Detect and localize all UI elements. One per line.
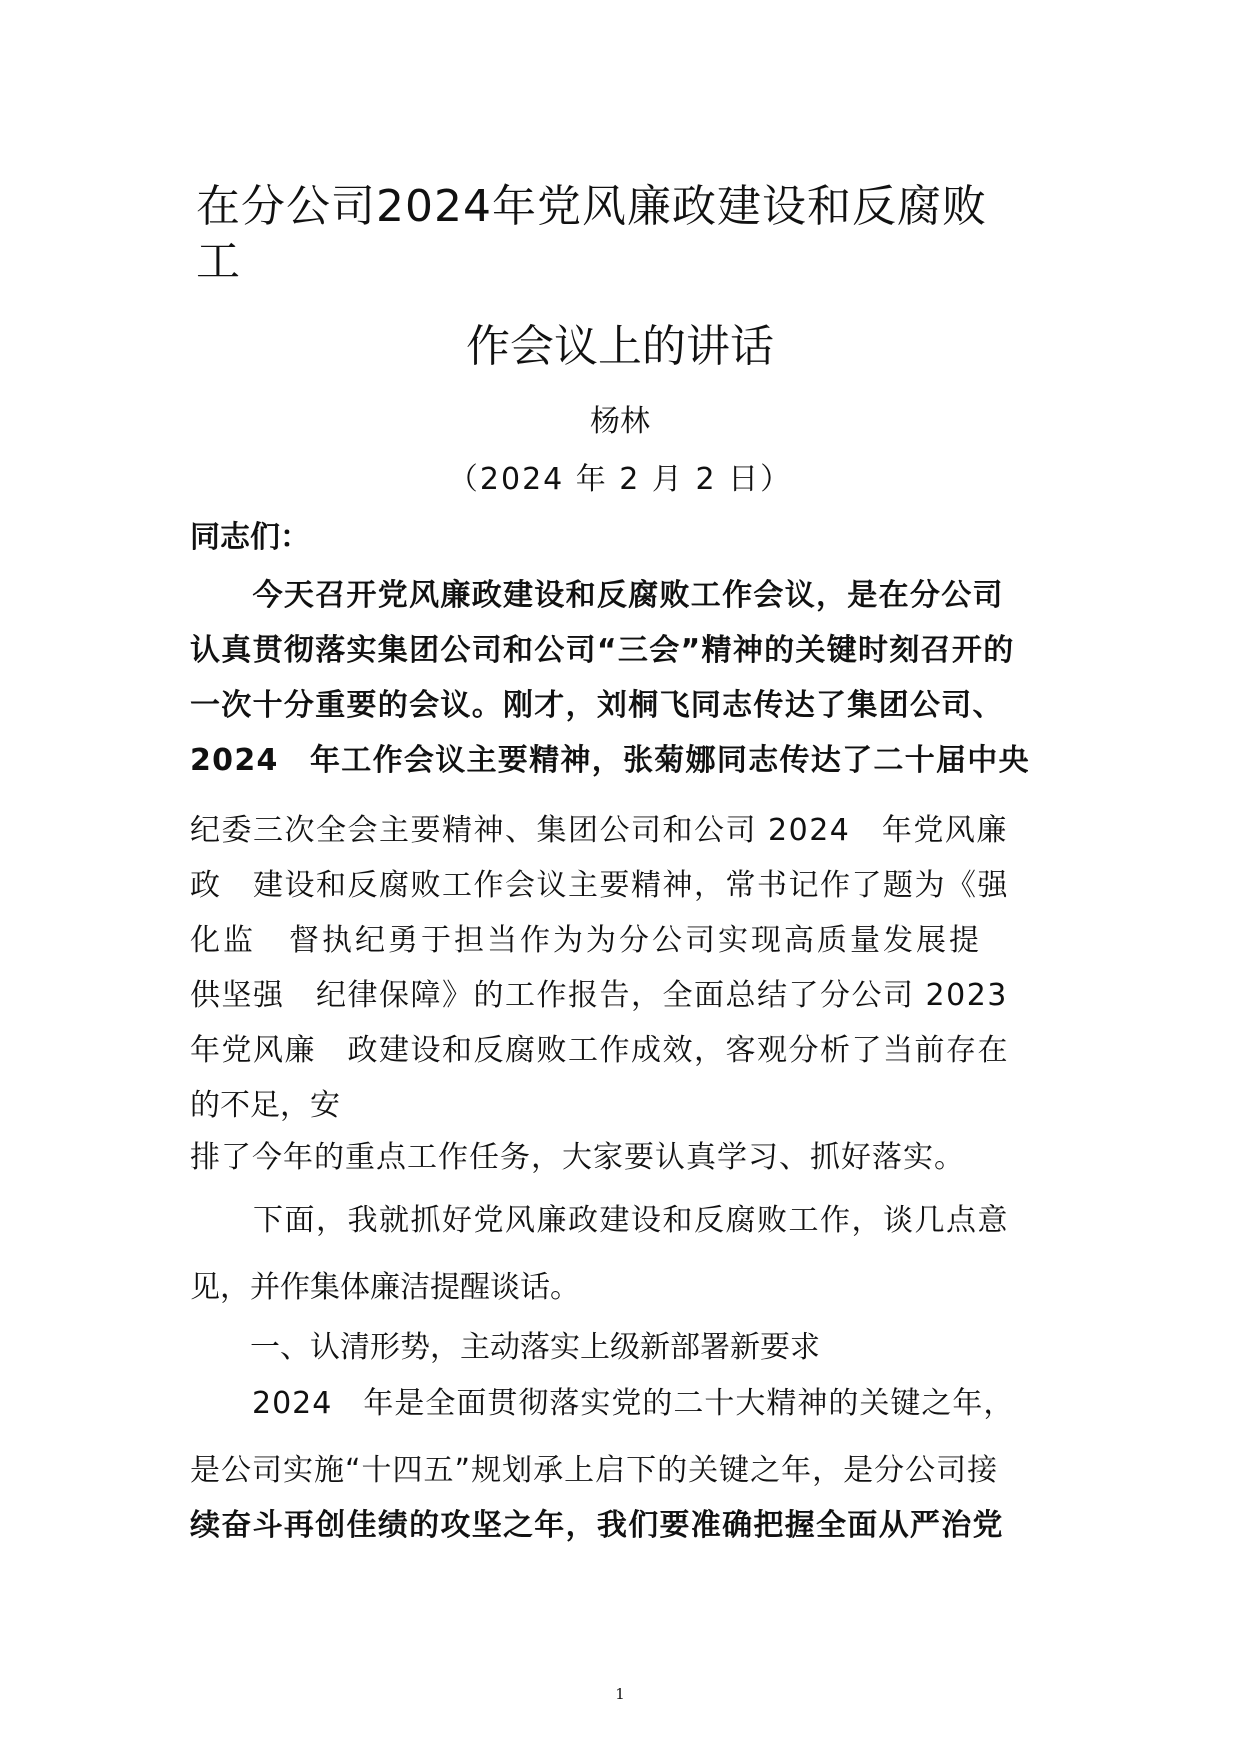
document-title-line-2: 作会议上的讲话 xyxy=(466,321,774,372)
body-line-12: 下面，我就抓好党风廉政建设和反腐败工作，谈几点意 xyxy=(190,1203,1009,1238)
body-line-17: 续奋斗再创佳绩的攻坚之年，我们要准确把握全面从严治党 xyxy=(190,1508,1004,1543)
speech-date: （2024 年 2 月 2 日） xyxy=(447,462,793,497)
body-line-2: 认真贯彻落实集团公司和公司“三会”精神的关键时刻召开的 xyxy=(190,633,1015,668)
body-line-4: 2024 年工作会议主要精神，张菊娜同志传达了二十届中央 xyxy=(190,743,1030,778)
body-line-14: 一、认清形势，主动落实上级新部署新要求 xyxy=(190,1330,820,1365)
body-line-15: 2024 年是全面贯彻落实党的二十大精神的关键之年， xyxy=(190,1386,1015,1421)
document-title-line-1-wrap: 工 xyxy=(196,236,240,287)
document-title-line-1: 在分公司2024年党风廉政建设和反腐败 xyxy=(196,181,987,232)
body-line-6: 政 建设和反腐败工作会议主要精神，常书记作了题为《强 xyxy=(190,868,1009,903)
body-line-10: 的不足，安 xyxy=(190,1088,340,1123)
body-line-7: 化监 督执纪勇于担当作为为分公司实现高质量发展提 xyxy=(190,923,982,958)
body-line-16: 是公司实施“十四五”规划承上启下的关键之年，是分公司接 xyxy=(190,1453,999,1488)
author-name: 杨林 xyxy=(590,404,650,439)
body-line-11: 排了今年的重点工作任务，大家要认真学习、抓好落实。 xyxy=(190,1140,965,1175)
body-line-5: 纪委三次全会主要精神、集团公司和公司 2024 年党风廉 xyxy=(190,813,1008,848)
page-number: 1 xyxy=(615,1685,625,1703)
salutation: 同志们： xyxy=(190,520,310,555)
body-line-13: 见，并作集体廉洁提醒谈话。 xyxy=(190,1270,580,1305)
body-line-9: 年党风廉 政建设和反腐败工作成效，客观分析了当前存在 xyxy=(190,1033,1009,1068)
body-line-8: 供坚强 纪律保障》的工作报告，全面总结了分公司 2023 xyxy=(190,978,1008,1013)
body-line-3: 一次十分重要的会议。刚才，刘桐飞同志传达了集团公司、 xyxy=(190,688,1004,723)
body-line-1: 今天召开党风廉政建设和反腐败工作会议，是在分公司 xyxy=(190,578,1004,613)
